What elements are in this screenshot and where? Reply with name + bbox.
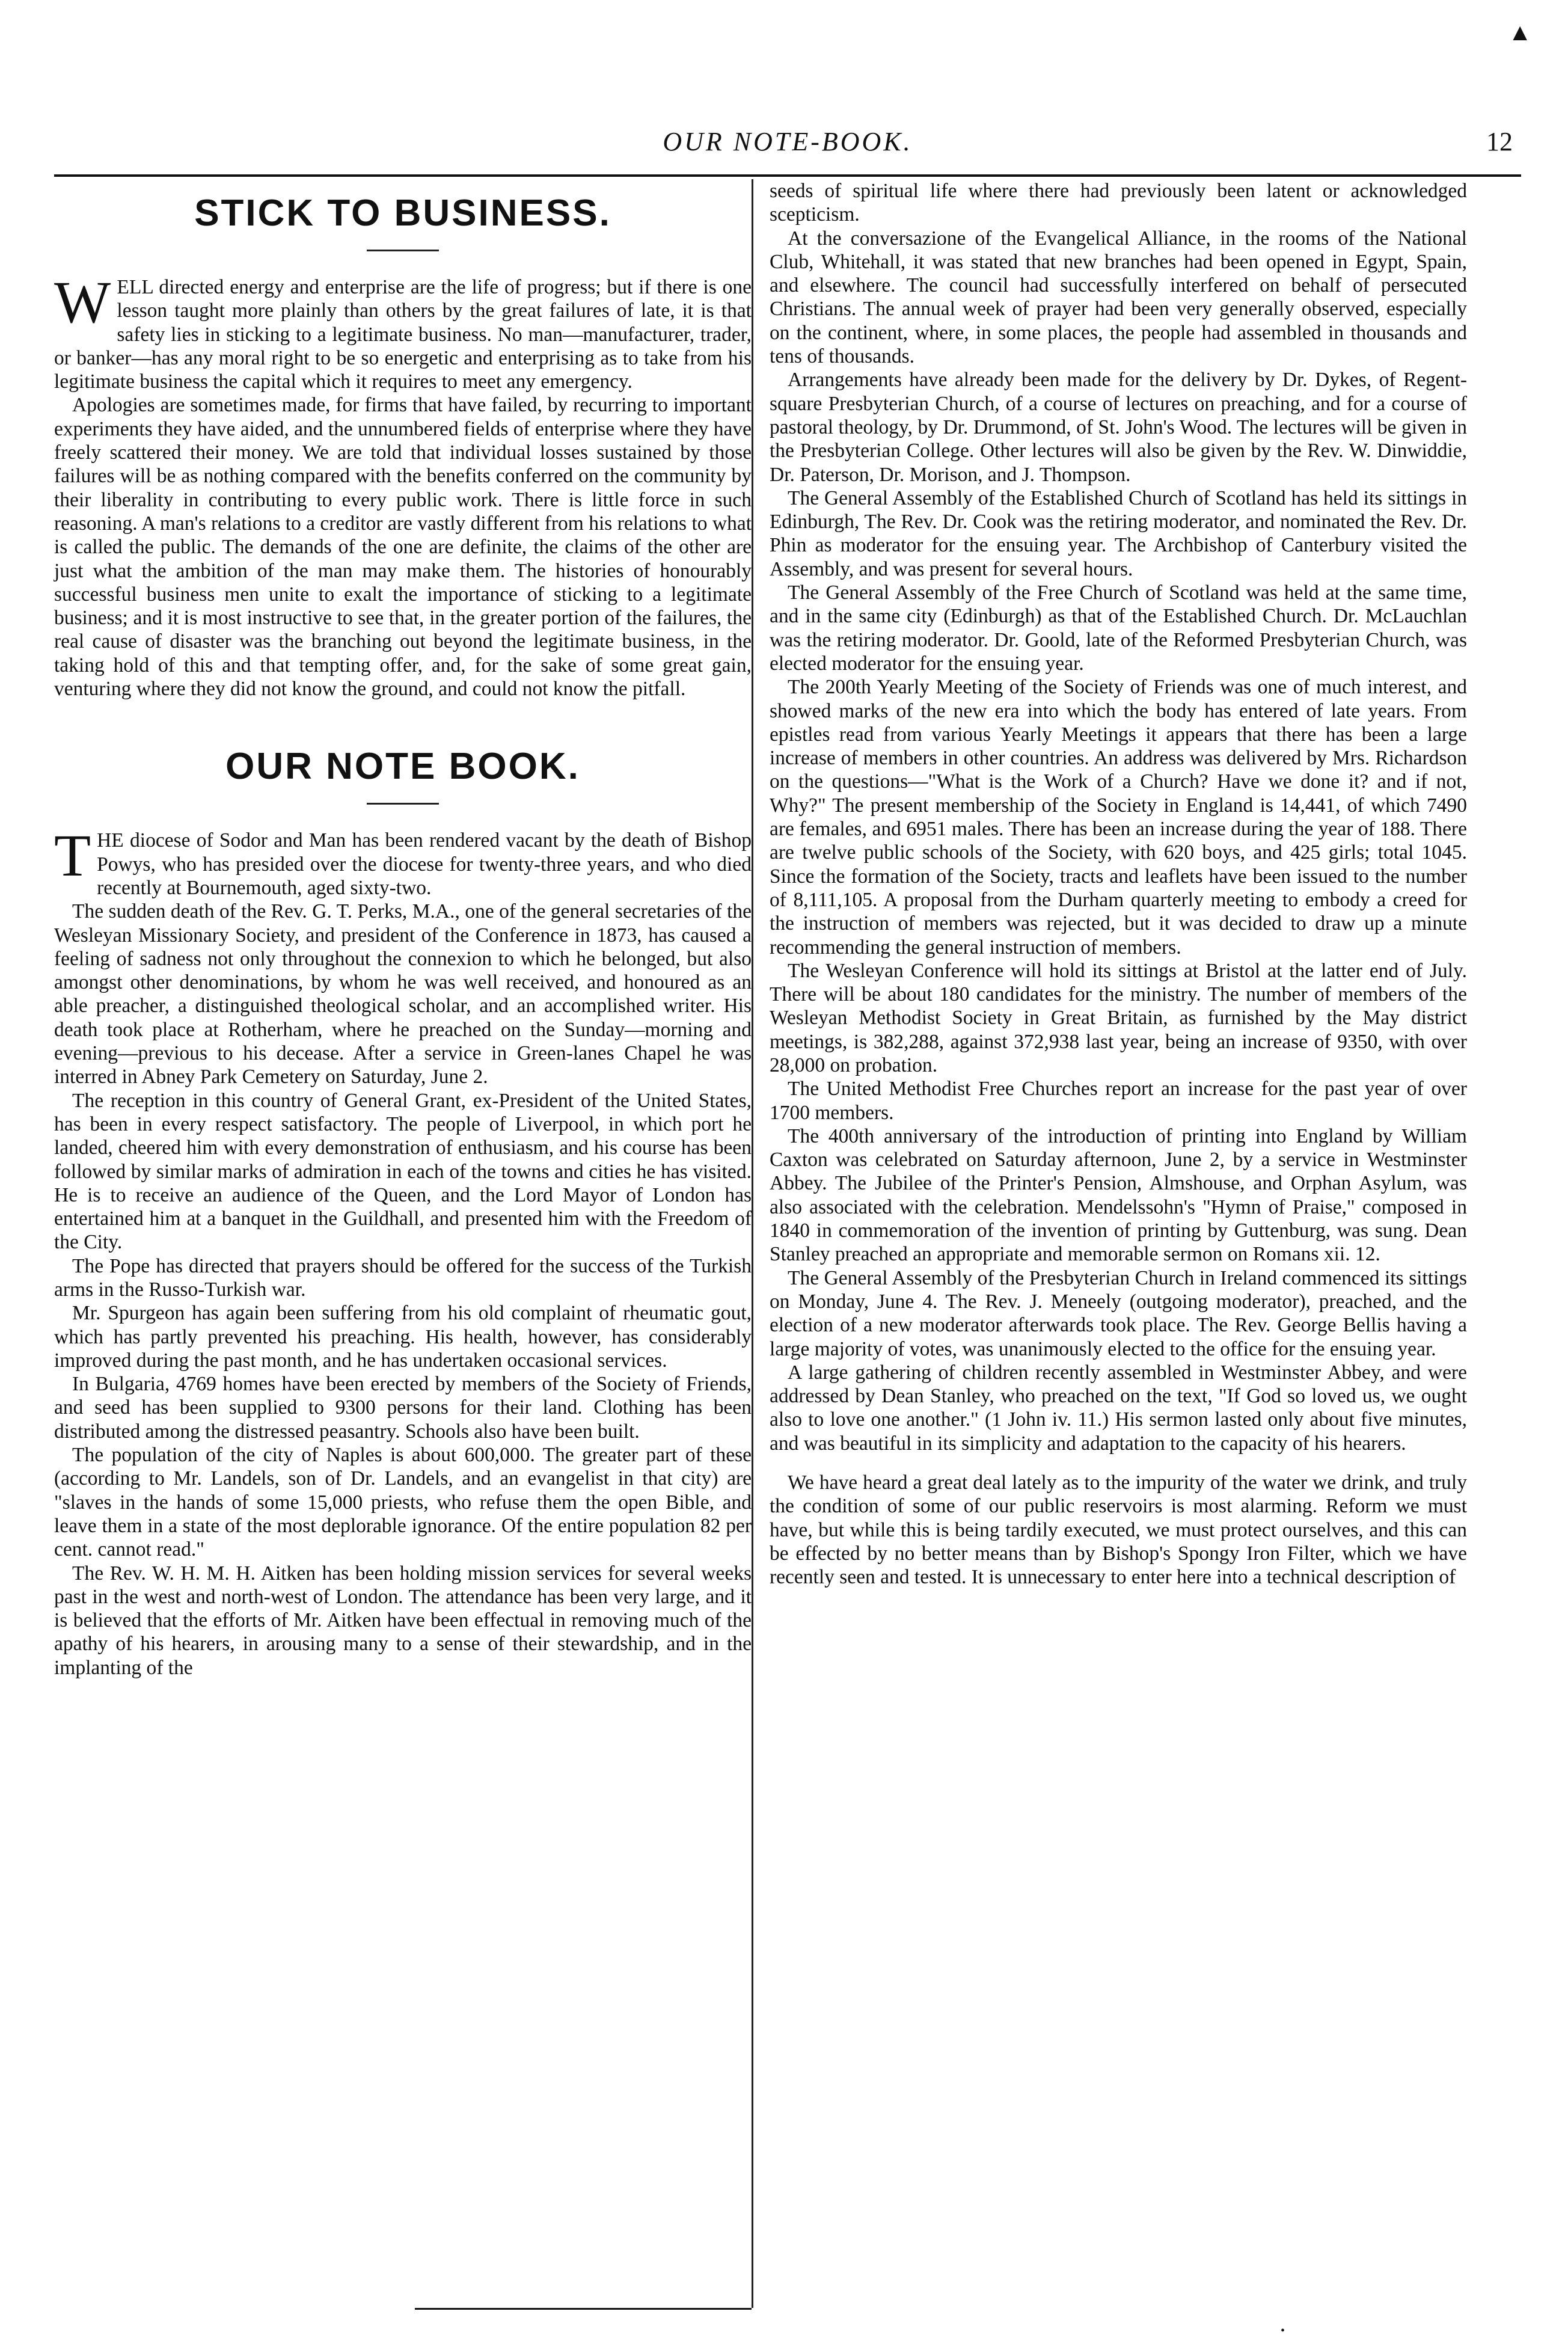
- note-paragraph: The Rev. W. H. M. H. Aitken has been holding mission services for several weeks past in the west and north-west of London. The attendance has been very large, and it is believed that the efforts of Mr. Aitken have been effectual in removing much of the apathy of his hearers, in arousing many to a sense of their stewardship, and in the implanting of the: [54, 1562, 752, 1679]
- note-paragraph: The population of the city of Naples is about 600,000. The greater part of these (according to Mr. Landels, son of Dr. Landels, and an evangelist in that city) are "slaves in the hands of some 15,000 priests, who refuse them the open Bible, and leave them in a state of the most deplorable ignorance. Of the entire population 82 per cent. cannot read.": [54, 1444, 752, 1561]
- note-paragraph: In Bulgaria, 4769 homes have been erected by members of the Society of Friends, and seed has been supplied to 9300 persons for their land. Clothing has been distributed among the distressed peasantry. Schools also have been built.: [54, 1373, 752, 1443]
- note-paragraph: Mr. Spurgeon has again been suffering from his old complaint of rheumatic gout, which has partly prevented his preaching. His health, however, has considerably improved during the past month, and he has undertaken occasional services.: [54, 1302, 752, 1372]
- corner-mark: ▲: [1508, 19, 1532, 46]
- note-paragraph: At the conversazione of the Evangelical Alliance, in the rooms of the National Club, Whitehall, it was stated that new branches had been opened in Egypt, Spain, and elsewhere. The council had successfully interfered on behalf of persecuted Christians. The annual week of prayer had been very generally observed, especially on the continent, where, in some places, the people had assembled in thousands and tens of thousands.: [770, 227, 1467, 368]
- our-note-book-title: OUR NOTE BOOK.: [225, 746, 580, 788]
- note-paragraph: The Pope has directed that prayers should be offered for the success of the Turkish arms in the Russo-Turkish war.: [54, 1254, 752, 1301]
- note-paragraph: Arrangements have already been made for the delivery by Dr. Dykes, of Regent-square Presbyterian Church, of a course of lectures on preaching, and for a course of pastoral theology, by Dr. Drummond, of St. John's Wood. The lectures will be given in the Presbyterian College. Other lectures will also be given by the Rev. W. Dinwiddie, Dr. Paterson, Dr. Morison, and J. Thompson.: [770, 369, 1467, 486]
- note-paragraph: The General Assembly of the Free Church of Scotland was held at the same time, and in the same city (Edinburgh) as that of the Established Church. Dr. McLauchlan was the retiring moderator. Dr. Goold, late of the Reformed Presbyterian Church, was elected moderator for the ensuing year.: [770, 581, 1467, 675]
- note-paragraph: The reception in this country of General Grant, ex-President of the United States, has been in every respect satisfactory. The people of Liverpool, in which port he landed, cheered him with every demonstration of enthusiasm, and his course has been followed by similar marks of admiration in each of the towns and cities he has visited. He is to receive an audience of the Queen, and the Lord Mayor of London has entertained him at a banquet in the Guildhall, and presented him with the Freedom of the City.: [54, 1089, 752, 1254]
- title-rule: [367, 250, 439, 251]
- advert-paragraph: We have heard a great deal lately as to the impurity of the water we drink, and truly the condition of some of our public reservoirs is most alarming. Reform we must have, but while this is being tardily executed, we must protect ourselves, and this can be effected by no better means than by Bishop's Spongy Iron Filter, which we have recently seen and tested. It is unnecessary to enter here into a technical description of: [770, 1471, 1467, 1589]
- stick-to-business-title: STICK TO BUSINESS.: [194, 192, 611, 234]
- note-paragraph: THE diocese of Sodor and Man has been rendered vacant by the death of Bishop Powys, who has presided over the diocese for twenty-three years, and who died recently at Bournemouth, aged sixty-two.: [54, 822, 752, 899]
- note-paragraph: The United Methodist Free Churches report an increase for the past year of over 1700 members.: [770, 1078, 1467, 1124]
- running-title: OUR NOTE-BOOK.: [663, 127, 913, 156]
- left-column: [54, 183, 752, 1680]
- section-gap: [770, 1455, 1467, 1471]
- header-rule: [54, 174, 1521, 177]
- underline-rule: [415, 2308, 752, 2310]
- stick-paragraph: WELL directed energy and enterprise are the life of progress; but if there is one lesson taught more plainly than others by the great failures of late, it is that safety lies in sticking to a legitimate business. No man—manufacturer, trader, or banker—has any moral right to be so energetic and enterprising as to take from his legitimate business the capital which it requires to meet any emergency.: [54, 269, 752, 393]
- note-paragraph: The General Assembly of the Presbyterian Church in Ireland commenced its sittings on Monday, June 4. The Rev. J. Meneely (outgoing moderator), preached, and the election of a new moderator afterwards took place. The Rev. George Bellis having a large majority of votes, was unanimously elected to the office for the ensuing year.: [770, 1266, 1467, 1360]
- page-header: [54, 126, 1521, 162]
- note-paragraph: A large gathering of children recently assembled in Westminster Abbey, and were addressed by Dean Stanley, who preached on the text, "If God so loved us, we ought also to love one another." (1 John iv. 11.) His sermon lasted only about five minutes, and was beautiful in its simplicity and adaptation to the capacity of his hearers.: [770, 1361, 1467, 1455]
- note-paragraph: The 400th anniversary of the introduction of printing into England by William Caxton was celebrated on Saturday afternoon, June 2, by a service in Westminster Abbey. The Jubilee of the Printer's Pension, Almshouse, and Orphan Asylum, was also associated with the celebration. Mendelssohn's "Hymn of Praise," composed in 1840 in commemoration of the invention of printing by Guttenburg, was sung. Dean Stanley preached an appropriate and memorable sermon on Romans xii. 12.: [770, 1124, 1467, 1266]
- note-paragraph: The sudden death of the Rev. G. T. Perks, M.A., one of the general secretaries of the Wesleyan Missionary Society, and president of the Conference in 1873, has caused a feeling of sadness not only throughout the connexion to which he belonged, but also amongst other denominations, by whom he was well received, and honoured as an able preacher, a distinguished theological scholar, and an accomplished writer. His death took place at Rotherham, where he preached on the Sunday—morning and evening—previous to his decease. After a service in Green-lanes Chapel he was interred in Abney Park Cemetery on Saturday, June 2.: [54, 900, 752, 1088]
- stick-paragraph: Apologies are sometimes made, for firms that have failed, by recurring to important experiments they have aided, and the unnumbered fields of enterprise where they have freely scattered their money. We are told that individual losses sustained by those failures will be as nothing compared with the benefits conferred on the community by their liberality in contributing to every public work. There is little force in such reasoning. A man's relations to a creditor are vastly different from his relations to what is called the public. The demands of the one are definite, the claims of the other are just what the ambition of the man may make them. The histories of honourably successful business men unite to exalt the importance of sticking to a legitimate business; and it is most instructive to see that, in the greater portion of the failures, the real cause of disaster was the branching out beyond the legitimate business, in the taking hold of this and that tempting offer, and, for the sake of some great gain, venturing where they did not know the ground, and could not know the pitfall.: [54, 394, 752, 701]
- page-number: 12: [1486, 127, 1513, 156]
- title-rule: [367, 803, 439, 805]
- ink-speck: •: [1281, 2324, 1285, 2337]
- drop-cap: T: [54, 822, 91, 889]
- section-gap: [54, 701, 752, 737]
- right-column: [770, 179, 1467, 1589]
- column-divider: [752, 179, 753, 2308]
- note-paragraph: The 200th Yearly Meeting of the Society of Friends was one of much interest, and showed marks of the new era into which the body has entered of late years. From epistles read from various Yearly Meetings it appears that there has been a large increase of members in other countries. An address was delivered by Mrs. Richardson on the questions—"What is the Work of a Church? Have we done it? and if not, Why?" The present membership of the Society in England is 14,441, of which 7490 are females, and 6951 males. There has been an increase during the year of 188. There are twelve public schools of the Society, with 620 boys, and 425 girls; total 1045. Since the formation of the Society, tracts and leaflets have been issued to the number of 8,111,105. A proposal from the Durham quarterly meeting to embody a creed for the instruction of members was rejected, but it was decided to draw up a minute recommending the general instruction of members.: [770, 676, 1467, 959]
- note-paragraph: The General Assembly of the Established Church of Scotland has held its sittings in Edinburgh, The Rev. Dr. Cook was the retiring moderator, and nominated the Rev. Dr. Phin as moderator for the ensuing year. The Archbishop of Canterbury visited the Assembly, and was present for several hours.: [770, 486, 1467, 580]
- note-paragraph: seeds of spiritual life where there had previously been latent or acknowledged scepticism.: [770, 180, 1467, 226]
- note-paragraph: The Wesleyan Conference will hold its sittings at Bristol at the latter end of July. There will be about 180 candidates for the ministry. The number of members of the Wesleyan Methodist Society in Great Britain, as furnished by the May district meetings, is 382,288, against 372,938 last year, being an increase of 9350, with over 28,000 on probation.: [770, 959, 1467, 1076]
- drop-cap: W: [54, 269, 111, 336]
